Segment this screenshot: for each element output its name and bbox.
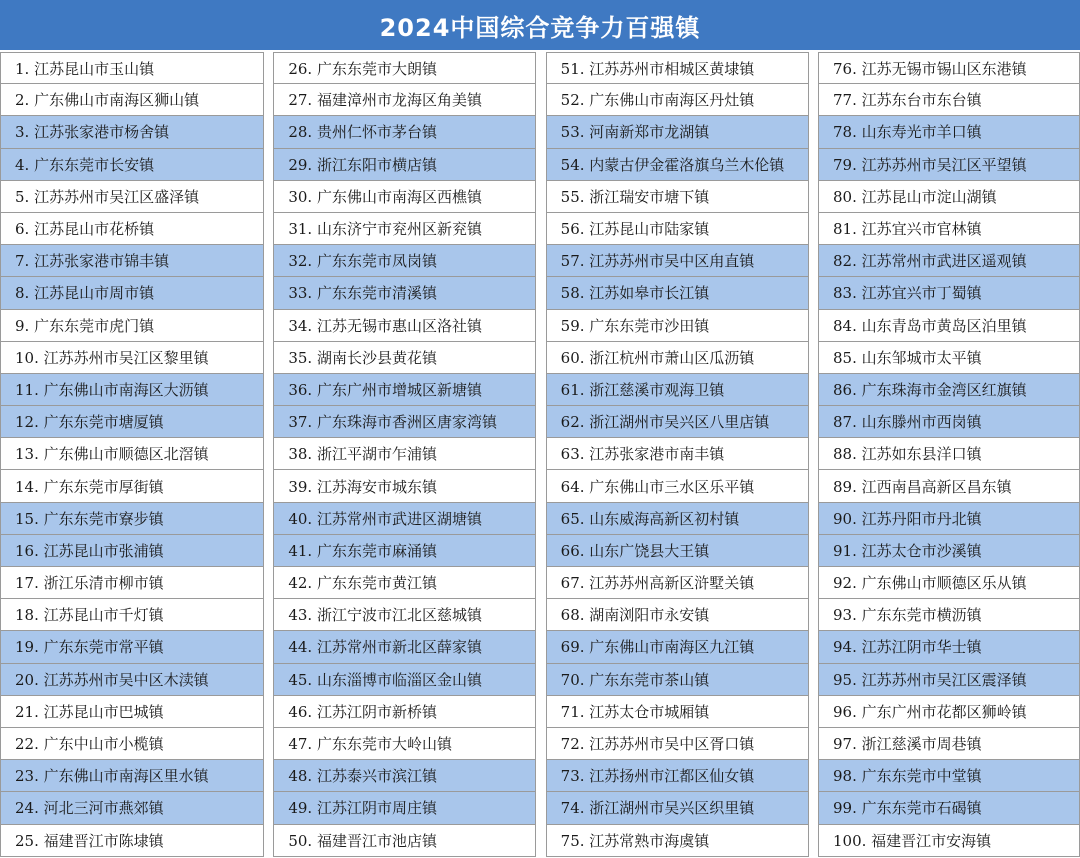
ranking-cell: 79. 江苏苏州市吴江区平望镇	[818, 149, 1080, 181]
ranking-cell: 93. 广东东莞市横沥镇	[818, 599, 1080, 631]
ranking-cell: 88. 江苏如东县洋口镇	[818, 438, 1080, 470]
ranking-cell: 97. 浙江慈溪市周巷镇	[818, 728, 1080, 760]
ranking-cell: 3. 江苏张家港市杨舍镇	[0, 116, 264, 148]
ranking-cell: 75. 江苏常熟市海虞镇	[546, 825, 809, 857]
ranking-cell: 57. 江苏苏州市吴中区甪直镇	[546, 245, 809, 277]
ranking-cell: 70. 广东东莞市茶山镇	[546, 664, 809, 696]
ranking-column-26-50	[273, 52, 536, 858]
ranking-cell: 41. 广东东莞市麻涌镇	[273, 535, 536, 567]
ranking-cell: 35. 湖南长沙县黄花镇	[273, 342, 536, 374]
ranking-cell: 77. 江苏东台市东台镇	[818, 84, 1080, 116]
ranking-cell: 18. 江苏昆山市千灯镇	[0, 599, 264, 631]
ranking-cell: 44. 江苏常州市新北区薛家镇	[273, 631, 536, 663]
ranking-cell: 50. 福建晋江市池店镇	[273, 825, 536, 857]
ranking-cell: 24. 河北三河市燕郊镇	[0, 792, 264, 824]
ranking-cell: 67. 江苏苏州高新区浒墅关镇	[546, 567, 809, 599]
ranking-cell: 92. 广东佛山市顺德区乐从镇	[818, 567, 1080, 599]
ranking-cell: 63. 江苏张家港市南丰镇	[546, 438, 809, 470]
ranking-cell: 83. 江苏宜兴市丁蜀镇	[818, 277, 1080, 309]
ranking-cell: 23. 广东佛山市南海区里水镇	[0, 760, 264, 792]
ranking-cell: 28. 贵州仁怀市茅台镇	[273, 116, 536, 148]
ranking-cell: 82. 江苏常州市武进区遥观镇	[818, 245, 1080, 277]
ranking-cell: 30. 广东佛山市南海区西樵镇	[273, 181, 536, 213]
ranking-cell: 2. 广东佛山市南海区狮山镇	[0, 84, 264, 116]
ranking-cell: 21. 江苏昆山市巴城镇	[0, 696, 264, 728]
ranking-cell: 51. 江苏苏州市相城区黄埭镇	[546, 52, 809, 84]
ranking-cell: 61. 浙江慈溪市观海卫镇	[546, 374, 809, 406]
ranking-cell: 64. 广东佛山市三水区乐平镇	[546, 470, 809, 502]
ranking-cell: 45. 山东淄博市临淄区金山镇	[273, 664, 536, 696]
ranking-cell: 84. 山东青岛市黄岛区泊里镇	[818, 310, 1080, 342]
ranking-column-1-25	[0, 52, 264, 858]
ranking-cell: 80. 江苏昆山市淀山湖镇	[818, 181, 1080, 213]
table-title: 2024中国综合竞争力百强镇	[0, 0, 1080, 50]
ranking-cell: 78. 山东寿光市羊口镇	[818, 116, 1080, 148]
ranking-cell: 62. 浙江湖州市吴兴区八里店镇	[546, 406, 809, 438]
ranking-cell: 5. 江苏苏州市吴江区盛泽镇	[0, 181, 264, 213]
ranking-cell: 15. 广东东莞市寮步镇	[0, 503, 264, 535]
ranking-cell: 12. 广东东莞市塘厦镇	[0, 406, 264, 438]
ranking-cell: 6. 江苏昆山市花桥镇	[0, 213, 264, 245]
ranking-cell: 7. 江苏张家港市锦丰镇	[0, 245, 264, 277]
ranking-cell: 68. 湖南浏阳市永安镇	[546, 599, 809, 631]
ranking-cell: 25. 福建晋江市陈埭镇	[0, 825, 264, 857]
ranking-cell: 40. 江苏常州市武进区湖塘镇	[273, 503, 536, 535]
ranking-cell: 100. 福建晋江市安海镇	[818, 825, 1080, 857]
ranking-cell: 46. 江苏江阴市新桥镇	[273, 696, 536, 728]
ranking-cell: 14. 广东东莞市厚街镇	[0, 470, 264, 502]
ranking-cell: 66. 山东广饶县大王镇	[546, 535, 809, 567]
ranking-cell: 31. 山东济宁市兖州区新兖镇	[273, 213, 536, 245]
ranking-cell: 4. 广东东莞市长安镇	[0, 149, 264, 181]
ranking-cell: 85. 山东邹城市太平镇	[818, 342, 1080, 374]
ranking-cell: 17. 浙江乐清市柳市镇	[0, 567, 264, 599]
ranking-cell: 11. 广东佛山市南海区大沥镇	[0, 374, 264, 406]
ranking-cell: 8. 江苏昆山市周市镇	[0, 277, 264, 309]
ranking-cell: 38. 浙江平湖市乍浦镇	[273, 438, 536, 470]
ranking-cell: 43. 浙江宁波市江北区慈城镇	[273, 599, 536, 631]
ranking-cell: 89. 江西南昌高新区昌东镇	[818, 470, 1080, 502]
ranking-cell: 1. 江苏昆山市玉山镇	[0, 52, 264, 84]
ranking-cell: 42. 广东东莞市黄江镇	[273, 567, 536, 599]
ranking-column-51-75	[546, 52, 809, 858]
ranking-cell: 36. 广东广州市增城区新塘镇	[273, 374, 536, 406]
ranking-cell: 27. 福建漳州市龙海区角美镇	[273, 84, 536, 116]
ranking-cell: 59. 广东东莞市沙田镇	[546, 310, 809, 342]
ranking-cell: 76. 江苏无锡市锡山区东港镇	[818, 52, 1080, 84]
ranking-cell: 49. 江苏江阴市周庄镇	[273, 792, 536, 824]
ranking-cell: 96. 广东广州市花都区狮岭镇	[818, 696, 1080, 728]
ranking-cell: 34. 江苏无锡市惠山区洛社镇	[273, 310, 536, 342]
ranking-cell: 91. 江苏太仓市沙溪镇	[818, 535, 1080, 567]
ranking-cell: 13. 广东佛山市顺德区北滘镇	[0, 438, 264, 470]
ranking-cell: 99. 广东东莞市石碣镇	[818, 792, 1080, 824]
ranking-cell: 16. 江苏昆山市张浦镇	[0, 535, 264, 567]
ranking-cell: 54. 内蒙古伊金霍洛旗乌兰木伦镇	[546, 149, 809, 181]
ranking-cell: 60. 浙江杭州市萧山区瓜沥镇	[546, 342, 809, 374]
ranking-cell: 65. 山东威海高新区初村镇	[546, 503, 809, 535]
ranking-cell: 10. 江苏苏州市吴江区黎里镇	[0, 342, 264, 374]
ranking-cell: 20. 江苏苏州市吴中区木渎镇	[0, 664, 264, 696]
ranking-cell: 56. 江苏昆山市陆家镇	[546, 213, 809, 245]
ranking-cell: 69. 广东佛山市南海区九江镇	[546, 631, 809, 663]
ranking-cell: 55. 浙江瑞安市塘下镇	[546, 181, 809, 213]
ranking-cell: 98. 广东东莞市中堂镇	[818, 760, 1080, 792]
ranking-cell: 33. 广东东莞市清溪镇	[273, 277, 536, 309]
ranking-cell: 39. 江苏海安市城东镇	[273, 470, 536, 502]
ranking-cell: 86. 广东珠海市金湾区红旗镇	[818, 374, 1080, 406]
ranking-cell: 87. 山东滕州市西岗镇	[818, 406, 1080, 438]
ranking-cell: 81. 江苏宜兴市官林镇	[818, 213, 1080, 245]
ranking-cell: 52. 广东佛山市南海区丹灶镇	[546, 84, 809, 116]
ranking-table	[0, 52, 1080, 858]
ranking-cell: 71. 江苏太仓市城厢镇	[546, 696, 809, 728]
ranking-cell: 74. 浙江湖州市吴兴区织里镇	[546, 792, 809, 824]
ranking-cell: 26. 广东东莞市大朗镇	[273, 52, 536, 84]
ranking-cell: 73. 江苏扬州市江都区仙女镇	[546, 760, 809, 792]
ranking-column-76-100	[818, 52, 1080, 858]
ranking-cell: 9. 广东东莞市虎门镇	[0, 310, 264, 342]
ranking-cell: 29. 浙江东阳市横店镇	[273, 149, 536, 181]
ranking-cell: 58. 江苏如皋市长江镇	[546, 277, 809, 309]
ranking-cell: 90. 江苏丹阳市丹北镇	[818, 503, 1080, 535]
ranking-cell: 32. 广东东莞市凤岗镇	[273, 245, 536, 277]
ranking-cell: 48. 江苏泰兴市滨江镇	[273, 760, 536, 792]
ranking-cell: 37. 广东珠海市香洲区唐家湾镇	[273, 406, 536, 438]
ranking-cell: 47. 广东东莞市大岭山镇	[273, 728, 536, 760]
ranking-cell: 19. 广东东莞市常平镇	[0, 631, 264, 663]
ranking-cell: 94. 江苏江阴市华士镇	[818, 631, 1080, 663]
ranking-cell: 72. 江苏苏州市吴中区胥口镇	[546, 728, 809, 760]
ranking-cell: 95. 江苏苏州市吴江区震泽镇	[818, 664, 1080, 696]
ranking-cell: 53. 河南新郑市龙湖镇	[546, 116, 809, 148]
ranking-cell: 22. 广东中山市小榄镇	[0, 728, 264, 760]
